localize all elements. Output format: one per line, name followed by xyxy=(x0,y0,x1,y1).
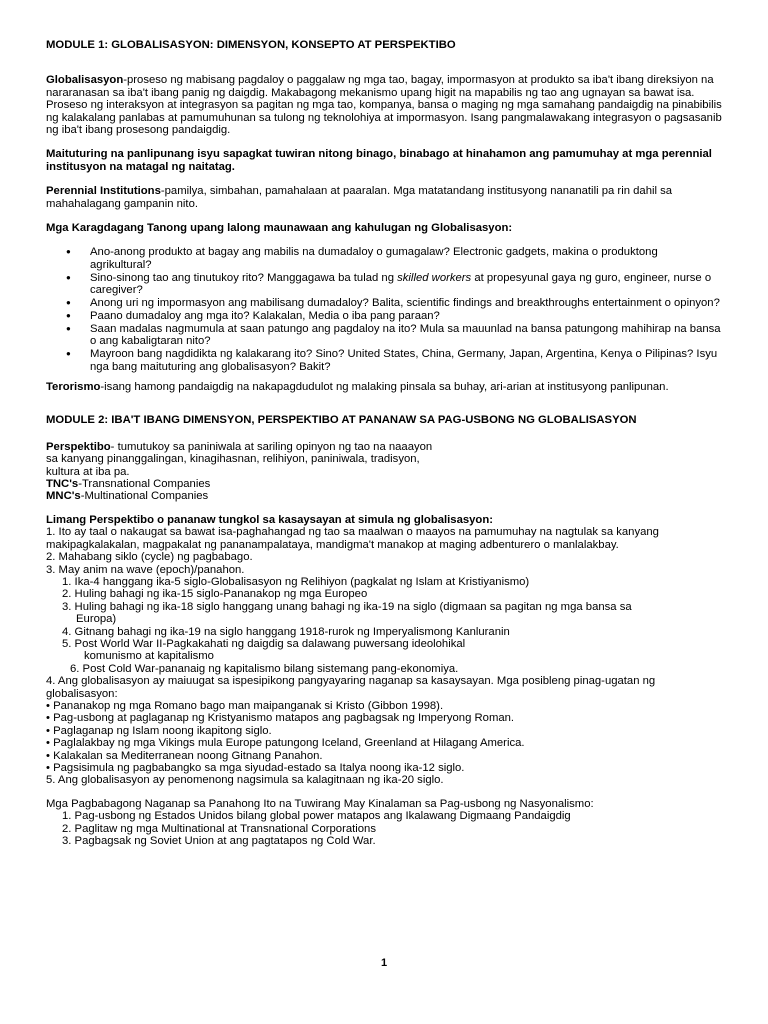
spacer xyxy=(46,503,722,514)
term-perspektibo: Perspektibo xyxy=(46,440,111,453)
perennial-definition xyxy=(46,185,722,210)
question-item: ● Paano dumadaloy ang mga ito? Kalakalan, Media o iba pang paraan? xyxy=(90,310,722,322)
origin-bullet: • Pag-usbong at paglaganap ng Kristyanismo matapos ang pagbagsak ng Imperyong Roman. xyxy=(46,712,515,725)
spacer xyxy=(46,787,722,798)
changes-list xyxy=(46,810,722,847)
perspektibo-line: sa kanyang pinanggalingan, kinagihasnan, relihiyon, paniniwala, tradisyon, xyxy=(46,453,420,466)
question-emphasis: skilled workers xyxy=(397,271,472,284)
change-item: 3. Pagbagsak ng Soviet Union at ang pagtatapos ng Cold War. xyxy=(62,835,376,848)
perspective-item: 5. Ang globalisasyon ay penomenong nagsimula sa kalagitnaan ng ika-20 siglo. xyxy=(46,774,444,787)
term-mnc: MNC's xyxy=(46,490,81,503)
origin-bullet: • Paglalakbay ng mga Vikings mula Europe patungong Iceland, Greenland at Hilagang America. xyxy=(46,737,525,750)
wave-item: 2. Huling bahagi ng ika-15 siglo-Pananakop ng mga Europeo xyxy=(62,588,368,601)
term-tnc: TNC's xyxy=(46,478,79,491)
wave-item-continued: komunismo at kapitalismo xyxy=(84,650,214,663)
question-text: Sino-sinong tao ang tinutukoy rito? Manggagawa ba tulad ng xyxy=(90,271,398,284)
questions-list xyxy=(46,246,722,373)
tnc-definition xyxy=(46,478,722,490)
change-item: 2. Paglitaw ng mga Multinational at Transnational Corporations xyxy=(62,822,376,835)
origin-bullet: • Pananakop ng mga Romano bago man maipanganak si Kristo (Gibbon 1998). xyxy=(46,699,444,712)
wave-item: 4. Gitnang bahagi ng ika-19 na siglo hanggang 1918-rurok ng Imperyalismong Kanluranin xyxy=(62,625,510,638)
module1-title: MODULE 1: GLOBALISASYON: DIMENSYON, KONSEPTO AT PERSPEKTIBO xyxy=(46,39,456,51)
globalisasyon-text: -proseso ng mabisang pagdaloy o paggalaw ng mga tao, bagay, impormasyon at produkto sa iba't ibang direksiyon na nararanasan sa iba't ibang panig ng daigdig. Makabagong mekanismo upang higit na mapabilis ng tao ang ugnayan sa bawat isa. Proseso ng interaksyon at integrasyon sa pagitan ng mga tao, kompanya, bansa o maging ng mga samahang pandaigdig na pinabibilis ng kalakalang panlabas at pamumuhunan sa tulong ng teknolohiya at impormasyon. Isang pangmalawakang integrasyon o pagsasanib ng iba't ibang prosesong pandaigdig. xyxy=(46,74,722,137)
question-text: at propesyunal gaya ng guro, engineer, nurse o caregiver? xyxy=(90,271,712,297)
term-terorismo: Terorismo xyxy=(46,381,101,394)
origin-bullet: • Pagsisimula ng pagbabangko sa mga siyudad-estado sa Italya noong ika-12 siglo. xyxy=(46,762,465,774)
perspective-item: 1. Ito ay taal o nakaugat sa bawat isa-paghahangad ng tao sa maalwan o maayos na pamumuhay na nagtulak sa kanyang makipagkalakalan, magpakalat ng pananampalataya, mandigma't manakop at maging adbenturero o manlalakbay. xyxy=(46,526,659,551)
module2-title: MODULE 2: IBA'T IBANG DIMENSYON, PERSPEKTIBO AT PANANAW SA PAG-USBONG NG GLOBALISASYON xyxy=(46,414,637,427)
mnc-definition xyxy=(46,490,722,502)
mnc-text: -Multinational Companies xyxy=(80,490,209,503)
term-perennial: Perennial Institutions xyxy=(46,185,161,198)
wave-item: 3. Huling bahagi ng ika-18 siglo hanggang unang bahagi ng ika-19 na siglo (digmaan sa pagitan ng mga bansa sa xyxy=(62,600,632,613)
question-item: ● Ano-anong produkto at bagay ang mabilis na dumadaloy o gumagalaw? Electronic gadgets, makina o produktong agrikultural? xyxy=(90,246,722,271)
document-content xyxy=(46,39,722,847)
perspektibo-line xyxy=(46,441,722,453)
terorismo-text: -isang hamong pandaigdig na nakapagdudulot ng malaking pinsala sa buhay, ari-arian at institusyong panlipunan. xyxy=(100,381,669,394)
question-item: ● Saan madalas nagmumula at saan patungo ang pagdaloy na ito? Mula sa mauunlad na bansa patungong mahihirap na bansa o ang kabaligtaran nito? xyxy=(90,323,722,348)
perspective-item: 2. Mahabang siklo (cycle) ng pagbabago. xyxy=(46,551,253,564)
origin-bullet: • Paglaganap ng Islam noong ikapitong siglo. xyxy=(46,724,272,737)
wave-item: 1. Ika-4 hanggang ika-5 siglo-Globalisasyon ng Relihiyon (pagkalat ng Islam at Kristiyanismo) xyxy=(62,575,530,588)
question-item: ● Anong uri ng impormasyon ang mabilisang dumadaloy? Balita, scientific findings and breakthroughs entertainment o opinyon? xyxy=(90,297,722,309)
perspective-item: 4. Ang globalisasyon ay maiuugat sa ispesipikong pangyayaring naganap sa kasaysayan. Mga posibleng pinag-ugatan ng globalisasyon: xyxy=(46,675,656,700)
globalisasyon-definition xyxy=(46,74,722,136)
changes-heading: Mga Pagbabagong Naganap sa Panahong Ito na Tuwirang May Kinalaman sa Pag-usbong ng Nasyonalismo: xyxy=(46,797,594,810)
origin-bullet: • Kalakalan sa Mediterranean noong Gitnang Panahon. xyxy=(46,749,323,762)
perspektibo-text: - tumutukoy sa paniniwala at sariling opinyon ng tao na naaayon xyxy=(110,440,433,453)
terorismo-definition xyxy=(46,381,722,393)
change-item: 1. Pag-usbong ng Estados Unidos bilang global power matapos ang Ikalawang Digmaang Pandaigdig xyxy=(62,810,571,823)
question-item: ● Mayroon bang nagdidikta ng kalakarang ito? Sino? United States, China, Germany, Japan, Argentina, Kenya o Pilipinas? Isyu nga bang maituturing ang globalisasyon? Bakit? xyxy=(90,348,722,373)
perspective-item: 3. May anim na wave (epoch)/panahon. xyxy=(46,563,245,576)
question-item xyxy=(90,272,722,297)
perspektibo-line: kultura at iba pa. xyxy=(46,465,130,478)
wave-item-continued: Europa) xyxy=(76,613,117,626)
perennial-text: -pamilya, simbahan, pamahalaan at paaralan. Mga matatandang institusyong nananatili pa rin dahil sa mahahalagang gampanin nito. xyxy=(46,185,673,210)
tnc-text: -Transnational Companies xyxy=(78,478,211,491)
wave-item: 5. Post World War II-Pagkakahati ng daigdig sa dalawang puwersang ideolohikal xyxy=(62,637,466,650)
term-globalisasyon: Globalisasyon xyxy=(46,74,124,87)
perspektibo-definition xyxy=(46,441,722,503)
wave-list xyxy=(46,576,722,675)
five-perspectives-heading: Limang Perspektibo o pananaw tungkol sa kasaysayan at simula ng globalisasyon: xyxy=(46,513,493,526)
social-issue-statement: Maituturing na panlipunang isyu sapagkat tuwiran nitong binago, binabago at hinahamon ang pamumuhay at mga perennial institusyon na matagal ng naitatag. xyxy=(46,148,712,173)
wave-item: 6. Post Cold War-pananaig ng kapitalismo bilang sistemang pang-ekonomiya. xyxy=(70,662,459,675)
page-number: 1 xyxy=(380,957,388,969)
questions-heading: Mga Karagdagang Tanong upang lalong maunawaan ang kahulugan ng Globalisasyon: xyxy=(46,222,513,235)
